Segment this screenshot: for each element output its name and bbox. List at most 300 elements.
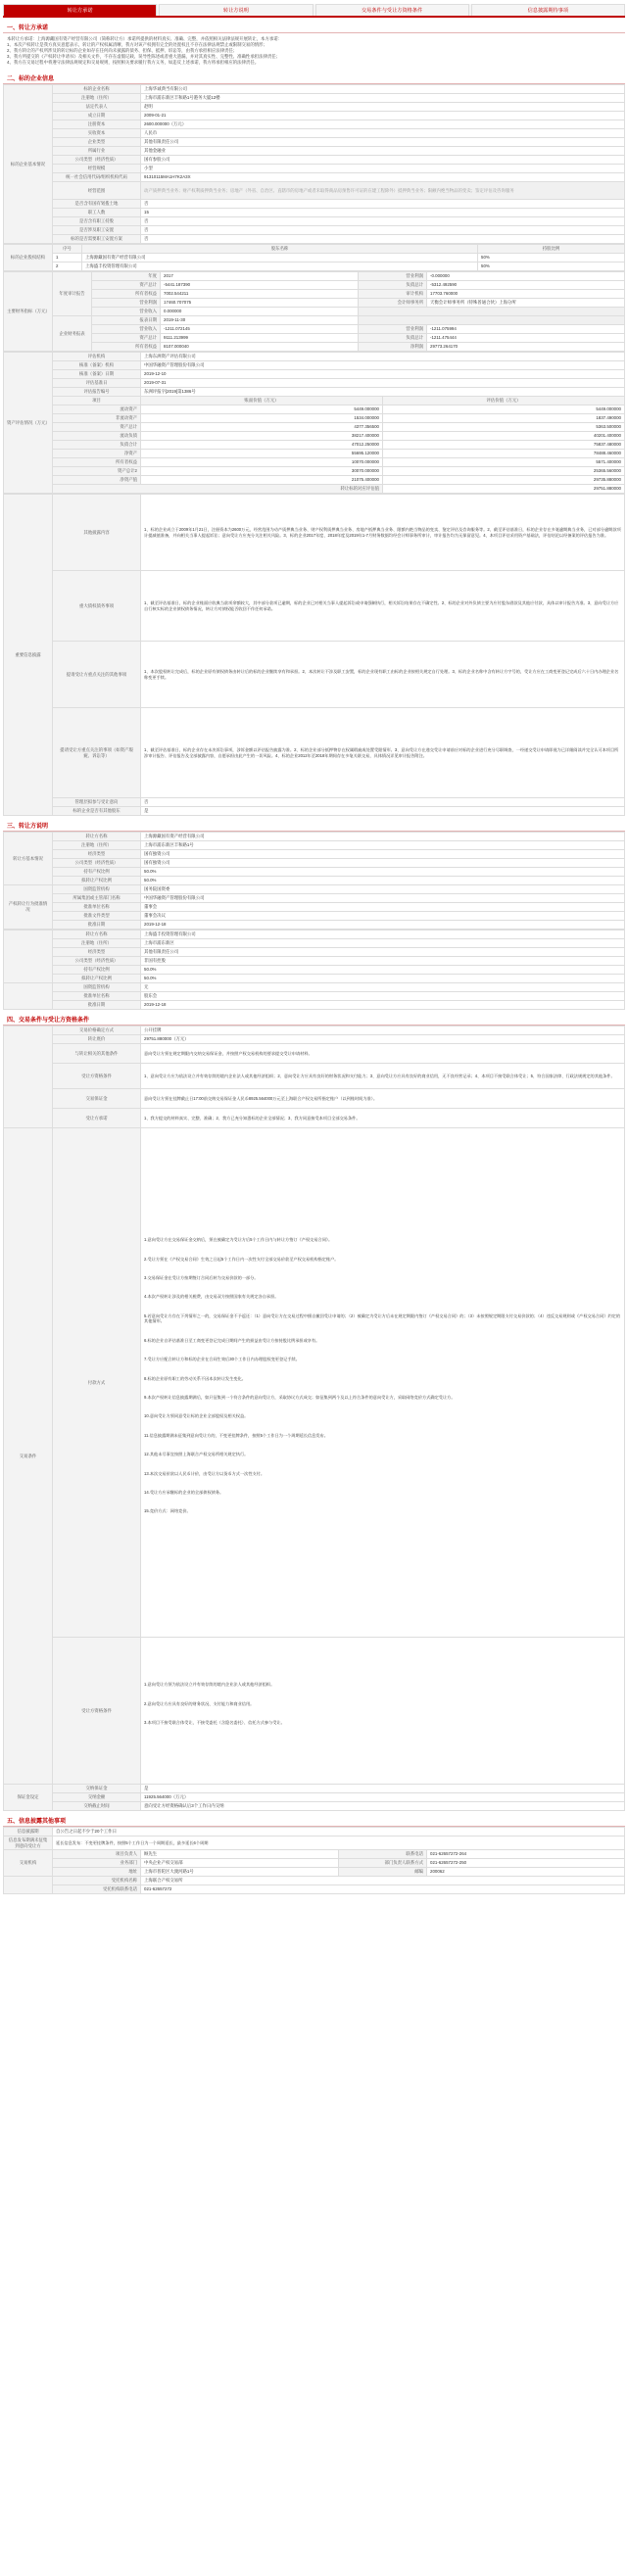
notice-value: 上海联合产权交易所 — [141, 1877, 625, 1885]
cond-qual-items — [141, 1638, 625, 1785]
company-field-label: 所属行业 — [53, 147, 141, 156]
decision-field-label: 批准文件类型 — [53, 912, 141, 921]
company-field-label: 标的企业名称 — [53, 85, 141, 94]
eval-item-label: 净资产值 — [53, 476, 141, 485]
table-row — [4, 841, 625, 850]
table-row — [4, 414, 625, 423]
table-row — [4, 1001, 625, 1010]
table-row — [4, 120, 625, 129]
table-row — [4, 485, 625, 494]
contact-value: 021-62657272-264 — [427, 1850, 625, 1859]
transferor-field-value: 非国有控股 — [141, 957, 625, 966]
finance-value: -1211.072145 — [161, 325, 359, 334]
eval-book-value: 38217.400000 — [141, 432, 383, 441]
finance-value: -5441.187390 — [161, 281, 359, 290]
company-plan-value: 否 — [141, 235, 625, 244]
transferor-field-value: 50.0% — [141, 868, 625, 877]
eval-field-value: 东洲评报字[2019]第1386号 — [141, 388, 625, 397]
notice-label: 受托机构名称 — [53, 1877, 141, 1885]
tab-other-disclosure[interactable]: 信息披露期待事项 — [471, 4, 625, 16]
eval-header-book: 账面价值（万元） — [141, 397, 383, 405]
finance-audit-label: 年度审计报告 — [53, 272, 92, 316]
cond-value: 公开挂牌 — [141, 1026, 625, 1035]
finance-label: 营业收入 — [92, 308, 161, 316]
eval-field-value: 2019-12-10 — [141, 370, 625, 379]
condition-item: 14.受让方应承继标的企业的全部债权债务。 — [144, 1489, 224, 1495]
shareholder-table — [3, 244, 625, 271]
condition-item: 13.本次交易价款以人民币计价，由受让方以货币方式一次性支付。 — [144, 1470, 266, 1476]
company-field-value: 小型 — [141, 165, 625, 173]
disclosure-r6-label: 标的企业是否有其他股东 — [53, 807, 141, 816]
table-row — [4, 885, 625, 894]
company-field-label: 注册资本 — [53, 120, 141, 129]
company-field-value: 其他有限责任公司 — [141, 138, 625, 147]
cond-deposit-label: 保证金设定 — [4, 1785, 53, 1811]
company-field-value: 人民币 — [141, 129, 625, 138]
decision-field-value: 无 — [141, 983, 625, 992]
contact-label: 邮编 — [339, 1868, 427, 1877]
finance-value: 29773.264170 — [427, 343, 625, 352]
contact-value[interactable]: 顾先生 — [141, 1850, 339, 1859]
finance-value: 7002.544211 — [161, 290, 359, 299]
sh-name: 上海盛丰投资管理有限公司 — [82, 262, 478, 271]
cond-r3-text: 意向受让方须在规定期限内交纳交易保证金，并按照产权交易机构的要求提交受让申请材料。 — [141, 1044, 625, 1064]
transferor-field-label: 转让方名称 — [53, 833, 141, 841]
company-field-label: 公司类型（经济性质） — [53, 156, 141, 165]
table-row — [4, 397, 625, 405]
finance-a0-v2: -0.000000 — [427, 272, 625, 281]
table-row — [4, 85, 625, 94]
condition-item: 7.受让方应配合转让方和标的企业在合同生效后30个工作日内办理股权变更登记手续。 — [144, 1357, 300, 1362]
finance-value: 17703.760000 — [427, 290, 625, 299]
eval-book-value: 4377.356500 — [141, 423, 383, 432]
eval-eval-value: 40201.400000 — [383, 432, 625, 441]
condition-item: 15.竞价方式：网络竞价。 — [144, 1508, 191, 1514]
eval-eval-value: 1837.490000 — [383, 414, 625, 423]
transferor-field-label: 公司类型（经济性质） — [53, 957, 141, 966]
tab-transferor-promise[interactable]: 转让方承诺 — [3, 4, 157, 16]
condition-item: 4.本次产权转让涉及的相关税费，由交易双方按照国家有关规定各自承担。 — [144, 1294, 279, 1300]
finance-a0-l2: 营业利润 — [359, 272, 427, 281]
company-field-label: 是否含有职工持股 — [53, 217, 141, 226]
section-title-other: 五、信息披露其他事项 — [3, 1817, 625, 1827]
eval-field-label: 核准（备案）机构 — [53, 361, 141, 370]
promise-line: 本转让方承诺：上海源藏国有资产经营有限公司（简称转让方）承诺所提供的材料真实、准确、完整，并依照相关法律法规开展转让，本方承诺： — [7, 36, 283, 41]
table-row — [4, 129, 625, 138]
transferor-field-value: 国有独资公司 — [141, 859, 625, 868]
finance-spacer — [359, 316, 625, 325]
condition-item: 2.受让方须在《产权交易合同》生效之日起5个工作日内一次性支付全部交易价款至产权交易机构指定账户。 — [144, 1256, 339, 1262]
finance-value: 0.000000 — [161, 308, 359, 316]
finance-label: 会计师事务所 — [359, 299, 427, 308]
disclosure-r5-label: 管理层拟参与受让意向 — [53, 798, 141, 807]
transferor-field-label: 注册地（住所） — [53, 939, 141, 948]
section-title-conditions: 四、交易条件与受让方资格条件 — [3, 1016, 625, 1026]
table-row — [4, 877, 625, 885]
finance-report-date: 2019-11-30 — [161, 316, 359, 325]
promise-line: 4、我方在交易过程中将遵守法律法规规定和交易规则，按照相关要求履行我方义务，如违反上述承诺，我方将承担相应的法律责任。 — [7, 60, 260, 65]
company-field-value: 否 — [141, 217, 625, 226]
disclosure-r1-label: 其他披露内容 — [53, 495, 141, 571]
section-tabs — [3, 4, 625, 18]
table-row — [4, 353, 625, 361]
table-row — [4, 903, 625, 912]
transferor2-table — [3, 930, 625, 1010]
sh-no: 1 — [53, 254, 82, 262]
company-plan-label: 标的是否需要职工安置方案 — [53, 235, 141, 244]
table-row — [4, 217, 625, 226]
company-field-value: 动产质押典当业务；财产权利质押典当业务；房地产（外省、自治区、直辖市的房地产或者未取得商品房预售许可证的在建工程除外）抵押典当业务；限额内绝当物品的变卖；鉴定评估及咨询服务 — [141, 182, 625, 200]
table-row — [4, 209, 625, 217]
transferor-field-label: 持有产权比例 — [53, 966, 141, 975]
table-row — [4, 948, 625, 957]
deposit-value: 是 — [141, 1785, 625, 1793]
finance-value: -1211.475444 — [427, 334, 625, 343]
company-field-label: 注册地（住所） — [53, 94, 141, 103]
other-label: 信息发布期满未征集到意向受让方 — [4, 1837, 53, 1850]
finance-spacer — [359, 308, 625, 316]
company-field-label: 成立日期 — [53, 112, 141, 120]
condition-item: 11.信息披露期满未征集到意向受让方的，不变更挂牌条件，按照5个工作日为一个周期延长信息发布。 — [144, 1432, 328, 1438]
company-field-label: 经营规模 — [53, 165, 141, 173]
company-field-label: 实收资本 — [53, 129, 141, 138]
company-field-value: 2009-01-21 — [141, 112, 625, 120]
table-row — [4, 226, 625, 235]
finance-label: 负债总计 — [359, 281, 427, 290]
table-row — [4, 930, 625, 939]
contact-value: 021-62657272-250 — [427, 1859, 625, 1868]
company-field-label: 企业类型 — [53, 138, 141, 147]
contact-label: 联系电话 — [339, 1850, 427, 1859]
table-row — [4, 476, 625, 485]
table-row — [4, 939, 625, 948]
decision-field-value: 董事会 — [141, 903, 625, 912]
table-row — [4, 405, 625, 414]
disclosure-r4-text: 1、截至评估基准日，标的企业存在未决诉讼事项，涉诉金额以评估报告披露为准。2、标的企业部分抵押物存在权属瑕疵或处置受限情形。3、意向受让方在递交受让申请前应对标的企业进行充分尽职调查，一经递交受让申请即视为已详细阅读并完全认可本项目所涉审计报告、评估报告及全部披露内容，自愿承担由此产生的一切风险。4、标的企业2012年至2018年期间存在多笔关联交易，具体情况详见审计报告附注。 — [141, 708, 625, 798]
eval-group-label: 资产评估情况（万元） — [4, 353, 53, 494]
finance-value: 8107.000040 — [161, 343, 359, 352]
promise-line: 3、我方所提交的《产权转让申请书》及相关文件，不存在虚假记载、误导性陈述或者重大遗漏，并对其真实性、完整性、准确性承担法律责任； — [7, 54, 281, 59]
disclosure-r5-value: 否 — [141, 798, 625, 807]
company-field-label: 是否含有国有划拨土地 — [53, 200, 141, 209]
table-row — [4, 894, 625, 903]
tab-transferor-notes[interactable]: 转让方说明 — [159, 4, 313, 16]
section-title-company: 二、标的企业信息 — [3, 74, 625, 84]
condition-item: 1.意向受让方在交易保证金交纳后，须在被确定为受让方后5个工作日内与转让方签订《产权交易合同》。 — [144, 1237, 333, 1243]
condition-item: 9.本次产权转让信息披露期满后，如只征集到一个符合条件的意向受让方，采取协议方式成交；如征集到两个及以上符合条件的意向受让方，采取网络竞价方式确定受让方。 — [144, 1394, 456, 1400]
section-title-promise: 一、转让方承诺 — [3, 24, 625, 33]
table-row — [4, 912, 625, 921]
cond-value: 29751.880000（万元） — [141, 1035, 625, 1044]
table-row — [4, 983, 625, 992]
finance-value: -1211.075994 — [427, 325, 625, 334]
eval-field-value: 上海东洲资产评估有限公司 — [141, 353, 625, 361]
cond-r4-text: 1、意向受让方应为依法设立并有效存续的境内企业法人或其他经济组织；2、意向受让方应具有良好的财务状况和支付能力；3、意向受让方应具有良好的商业信用，无不良经营记录；4、本项目不接受联合体受让；5、符合国家法律、行政法规规定的其他条件。 — [141, 1064, 625, 1089]
contact-label: 地址 — [53, 1868, 141, 1877]
eval-item-label: 流动负债 — [53, 432, 141, 441]
cond-r5-text: 意向受让方须在挂牌截止日17:00前交纳交易保证金人民币8925.564000万元至上海联合产权交易所指定账户（以到账时间为准）。 — [141, 1089, 625, 1109]
table-row — [4, 423, 625, 432]
company-field-value: 赵明 — [141, 103, 625, 112]
eval-book-value: 21075.400000 — [141, 476, 383, 485]
finance-value: -5312.492590 — [427, 281, 625, 290]
promise-notice — [3, 33, 625, 69]
table-row — [4, 467, 625, 476]
table-row — [4, 94, 625, 103]
table-row — [4, 441, 625, 450]
transferor-field-value: 上海市浦东新区丰和路1号 — [141, 841, 625, 850]
eval-item-label: 资产总计2 — [53, 467, 141, 476]
eval-eval-value: 75837.480000 — [383, 441, 625, 450]
finance-value: 17460.707075 — [161, 299, 359, 308]
decision-field-value: 国务院国资委 — [141, 885, 625, 894]
transferor-field-value: 上海盛丰投资管理有限公司 — [141, 930, 625, 939]
company-table — [3, 84, 625, 244]
cond-r3-label: 与转让相关的其他条件 — [53, 1044, 141, 1064]
table-row — [4, 156, 625, 165]
condition-item: 5.若意向受让方存在下列情形之一的，交易保证金不予返还：（1）意向受让方在交易过程中擅自撤回受让申请的；（2）被确定为受让方后未在规定期限内签订《产权交易合同》的；（3）未按照规定期限支付交易价款的；（4）违反交易规则或《产权交易合同》约定的其他情形。 — [144, 1312, 621, 1324]
table-row — [4, 992, 625, 1001]
eval-field-label: 评估机构 — [53, 353, 141, 361]
section-title-transferor: 三、转让方说明 — [3, 822, 625, 832]
decision-group-label: 产权转让行为批准情况 — [4, 885, 53, 930]
company-field-value: 91310115MA1H7K2A3X — [141, 173, 625, 182]
finance-label: 所有者权益 — [92, 290, 161, 299]
sh-header-no: 序号 — [53, 245, 82, 254]
condition-item: 8.标的企业原有职工的劳动关系不因本次转让发生变化。 — [144, 1375, 246, 1381]
notice-group — [4, 1877, 53, 1894]
eval-header-eval: 评估价值（万元） — [383, 397, 625, 405]
eval-field-label: 评估报告编号 — [53, 388, 141, 397]
condition-item: 3.交易保证金在受让方按期签订合同后转为交易价款的一部分。 — [144, 1275, 259, 1281]
eval-field-value: 2019-07-31 — [141, 379, 625, 388]
contact-label: 项目负责人 — [53, 1850, 141, 1859]
finance-table — [3, 271, 625, 352]
table-row — [4, 850, 625, 859]
cond-label: 交易价格确定方式 — [53, 1026, 141, 1035]
table-row — [4, 361, 625, 370]
qualification-item: 2.意向受让方应具有良好的财务状况、支付能力和商业信用。 — [144, 1700, 255, 1706]
deposit-label: 交纳金额 — [53, 1793, 141, 1802]
notice-value: 021-62657272 — [141, 1885, 625, 1894]
contact-label: 业务部门 — [53, 1859, 141, 1868]
deposit-label: 交纳保证金 — [53, 1785, 141, 1793]
company-group-label: 标的企业基本情况 — [4, 85, 53, 244]
company-field-label: 法定代表人 — [53, 103, 141, 112]
decision-field-label: 所属集团或主管部门名称 — [53, 894, 141, 903]
disclosure-r2-label: 重大债权债务事项 — [53, 571, 141, 642]
company-field-label: 统一社会信用代码/组织机构代码 — [53, 173, 141, 182]
transferor-field-label: 持有产权比例 — [53, 868, 141, 877]
eval-eval-value: 25365.560000 — [383, 467, 625, 476]
decision-field-value: 中国华融资产管理股份有限公司 — [141, 894, 625, 903]
transferor-field-value: 其他有限责任公司 — [141, 948, 625, 957]
cond-r6-label: 受让方承诺 — [53, 1109, 141, 1128]
table-row — [4, 957, 625, 966]
eval-eval-value: 78488.460000 — [383, 450, 625, 458]
sh-ratio: 50% — [478, 254, 625, 262]
decision-field-label: 批准日期 — [53, 1001, 141, 1010]
decision-field-label: 批准日期 — [53, 921, 141, 930]
table-row — [4, 966, 625, 975]
disclosure-r3-text: 1、本次股权转让完成后，标的企业原有债权债务由转让后的标的企业继续享有和承担。2、本次转让不涉及职工安置，标的企业现有职工由标的企业按相关规定自行处理。3、标的企业名称中含有转让方字号的，受让方应在工商变更登记完成后六十日内办理企业名称变更手续。 — [141, 642, 625, 708]
table-row — [4, 173, 625, 182]
transferor-field-label: 公司类型（经济性质） — [53, 859, 141, 868]
cond-r4-label: 受让方资格条件 — [53, 1064, 141, 1089]
eval-book-value: 47012.250000 — [141, 441, 383, 450]
transferor-field-label: 转让方名称 — [53, 930, 141, 939]
cond-qual-label: 受让方资格条件 — [53, 1638, 141, 1785]
qualification-item: 1.意向受让方须为依法设立并有效存续的境内企业法人或其他经济组织。 — [144, 1682, 275, 1688]
table-row — [4, 450, 625, 458]
finance-value: 天衡会计师事务所（特殊普通合伙）上海分所 — [427, 299, 625, 308]
table-row — [4, 235, 625, 244]
company-field-label: 经营范围 — [53, 182, 141, 200]
transferor-field-label: 经济类型 — [53, 948, 141, 957]
finance-report-date-label: 报表日期 — [92, 316, 161, 325]
finance-year: 2017 — [161, 272, 359, 281]
decision-field-label: 批准单位名称 — [53, 903, 141, 912]
finance-label: 营业利润 — [92, 299, 161, 308]
eval-eval-value: 5571.400000 — [383, 458, 625, 467]
condition-item: 10.意向受让方须同意受让标的企业全部股权及相关权益。 — [144, 1413, 249, 1419]
company-field-value: 2600.000000（万元） — [141, 120, 625, 129]
finance-label: 资产总计 — [92, 334, 161, 343]
table-row — [4, 103, 625, 112]
eval-book-value: 1534.000000 — [141, 414, 383, 423]
eval-field-label: 核准（备案）日期 — [53, 370, 141, 379]
conditions-table — [3, 1026, 625, 1811]
table-row — [4, 868, 625, 877]
decision-field-value: 2019-12-18 — [141, 921, 625, 930]
contact-value: 中央企业产权交易部 — [141, 1859, 339, 1868]
table-row — [4, 388, 625, 397]
disclosure-group-label: 重要信息披露 — [4, 495, 53, 816]
company-field-label: 职工人数 — [53, 209, 141, 217]
table-row — [4, 254, 625, 262]
finance-group-label: 主要财务指标（万元） — [4, 272, 53, 352]
cond-label: 转让底价 — [53, 1035, 141, 1044]
decision-field-label: 国资监管机构 — [53, 983, 141, 992]
sh-name: 上海源藏国有资产经营有限公司 — [82, 254, 478, 262]
transferor-group-label — [4, 930, 53, 983]
promise-line: 2、我方转让的产权所涉及的转让标的企业如存在任何尚未披露的债务、担保、抵押、诉讼等，由我方承担相应法律责任； — [7, 48, 238, 53]
company-field-value: 上海华诚典当有限公司 — [141, 85, 625, 94]
eval-field-value: 中国华融资产管理股份有限公司 — [141, 361, 625, 370]
other-value: 自公告之日起不少于20个工作日 — [53, 1828, 625, 1837]
company-field-value: 15 — [141, 209, 625, 217]
transferor-field-label: 经济类型 — [53, 850, 141, 859]
sh-ratio: 50% — [478, 262, 625, 271]
finance-label: 审计机构 — [359, 290, 427, 299]
finance-label: 负债总计 — [359, 334, 427, 343]
decision-group-label — [4, 983, 53, 1010]
company-field-value: 其他金融业 — [141, 147, 625, 156]
eval-book-value: 5449.000000 — [141, 405, 383, 414]
table-row — [4, 379, 625, 388]
transferor-group-label: 转让方基本情况 — [4, 833, 53, 885]
notice-label: 受托机构联系电话 — [53, 1885, 141, 1894]
table-row — [4, 200, 625, 209]
cond-r5-label: 交易保证金 — [53, 1089, 141, 1109]
transferor-field-value: 50.0% — [141, 877, 625, 885]
transferor-field-label: 拟转让产权比例 — [53, 975, 141, 983]
decision-field-label: 批准单位名称 — [53, 992, 141, 1001]
eval-table — [3, 352, 625, 494]
table-row — [4, 165, 625, 173]
condition-item: 6.标的企业自评估基准日至工商变更登记完成日期间产生的损益由受让方按持股比例承担或享有。 — [144, 1337, 320, 1343]
promise-line: 1、本次产权转让是我方真实意愿表示，转让的产权权属清晰，我方对该产权拥有完全的处置权且不存在法律法规禁止或限制交易的情形； — [7, 42, 267, 47]
table-row — [4, 432, 625, 441]
decision-field-value: 2019-12-18 — [141, 1001, 625, 1010]
decision-field-value: 股东会 — [141, 992, 625, 1001]
company-field-label: 是否涉及职工安置 — [53, 226, 141, 235]
transferor-field-value: 上海市浦东新区 — [141, 939, 625, 948]
table-row — [4, 370, 625, 379]
eval-eval-value: 29735.880000 — [383, 476, 625, 485]
eval-item-label: 资产总计 — [53, 423, 141, 432]
cond-r6-text: 1、我方提交的材料真实、完整、准确；2、我方已充分知悉标的企业全部情况；3、我方同意接受本项目全部交易条件。 — [141, 1109, 625, 1128]
other-value: 延长信息发布：不变更挂牌条件，按照5个工作日为一个周期延长，最多延长6个周期 — [53, 1837, 625, 1850]
qualification-item: 3.本项目不接受联合体受让，不接受委托（含隐名委托）、信托方式参与受让。 — [144, 1720, 285, 1726]
finance-label: 营业收入 — [92, 325, 161, 334]
finance-label: 净利润 — [359, 343, 427, 352]
disclosure-r6-value: 是 — [141, 807, 625, 816]
eval-book-value: 30070.000000 — [141, 467, 383, 476]
cond-main-sublabel: 付款方式 — [53, 1128, 141, 1638]
sh-header-name: 股东名称 — [82, 245, 478, 254]
disclosure-r2-text: 1、截至评估基准日，标的企业账面应收典当款项余额较大，其中部分款项已逾期，标的企业已对相关当事人提起诉讼或申请强制执行，相关诉讼结果存在不确定性。2、标的企业对外负债主要为应付股东借款及其他应付款，具体以审计报告为准。3、意向受让方应自行核实标的企业债权债务情况，转让方对债权能否收回不作任何承诺。 — [141, 571, 625, 642]
disclosure-table — [3, 494, 625, 816]
eval-eval-value: 5363.500000 — [383, 423, 625, 432]
company-field-value: 国有参股公司 — [141, 156, 625, 165]
decision-field-label: 国资监管机构 — [53, 885, 141, 894]
eval-eval-value: 5449.000000 — [383, 405, 625, 414]
cond-main-items — [141, 1128, 625, 1638]
company-field-value: 否 — [141, 200, 625, 209]
cond-main-label: 交易条件 — [4, 1128, 53, 1785]
contact-value: 上海市普陀区大渡河路1号 — [141, 1868, 339, 1877]
finance-label: 所有者权益 — [92, 343, 161, 352]
finance-label: 资产总计 — [92, 281, 161, 290]
other-table — [3, 1827, 625, 1894]
transferor-field-label: 注册地（住所） — [53, 841, 141, 850]
transferor-field-value: 上海源藏国有资产经营有限公司 — [141, 833, 625, 841]
sh-no: 2 — [53, 262, 82, 271]
finance-label: 营业利润 — [359, 325, 427, 334]
decision-field-value: 董事会决议 — [141, 912, 625, 921]
table-row — [4, 921, 625, 930]
shareholder-group-label: 标的企业股权结构 — [4, 245, 53, 271]
deposit-value: 意向受让方经资格确认后3个工作日内交纳 — [141, 1802, 625, 1811]
disclosure-r4-label: 提请受让方重点关注的事项（如资产瑕疵、诉讼等） — [53, 708, 141, 798]
table-row — [4, 262, 625, 271]
table-row — [4, 833, 625, 841]
eval-item-label: 非流动资产 — [53, 414, 141, 423]
contact-group-label: 交易机构 — [4, 1850, 53, 1877]
company-field-value: 否 — [141, 226, 625, 235]
conditions-pre-group — [4, 1026, 53, 1128]
transferor-field-value: 50.0% — [141, 975, 625, 983]
deposit-value: 11925.564000（万元） — [141, 1793, 625, 1802]
eval-item-label: 流动资产 — [53, 405, 141, 414]
contact-label: 部门负责人联系方式 — [339, 1859, 427, 1868]
tab-conditions[interactable]: 交易条件与受让方资格条件 — [315, 4, 469, 16]
eval-book-value: 55695.120000 — [141, 450, 383, 458]
eval-item-label: 负债合计 — [53, 441, 141, 450]
transferor-field-label: 拟转让产权比例 — [53, 877, 141, 885]
finance-year-label: 年度 — [92, 272, 161, 281]
